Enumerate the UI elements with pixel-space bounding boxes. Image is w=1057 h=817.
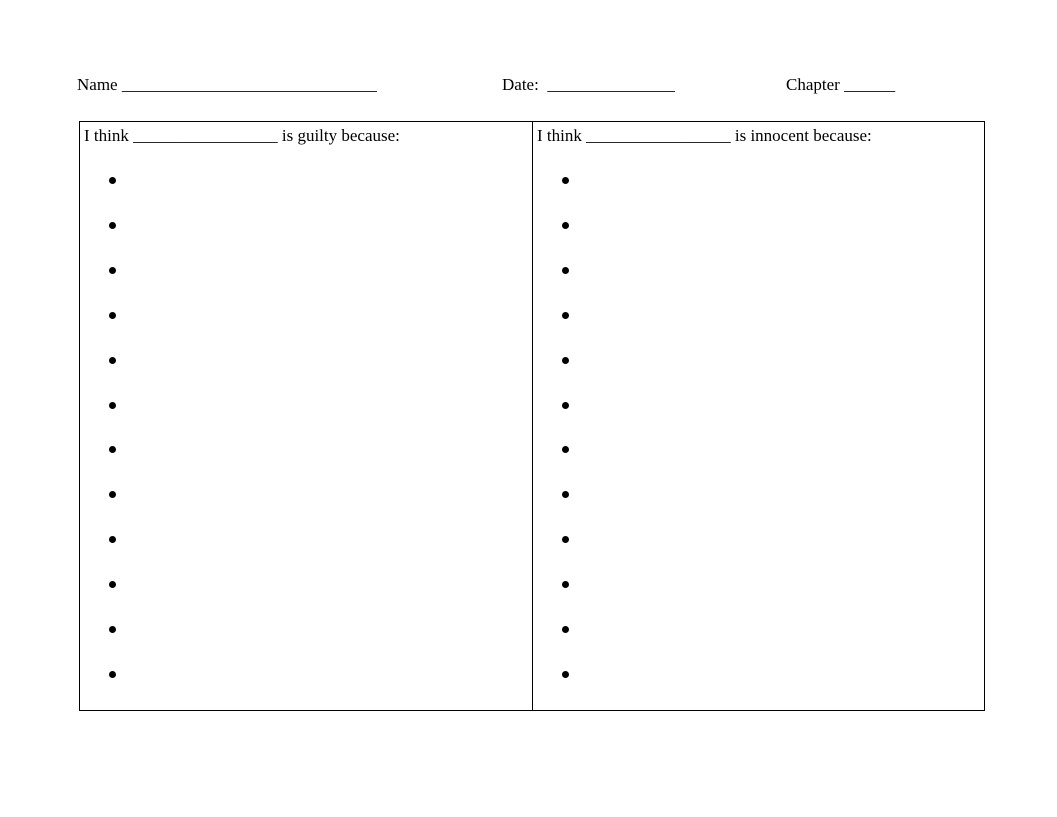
bullet-point <box>562 581 569 588</box>
guilty-innocent-table <box>79 121 985 711</box>
bullet-point <box>562 536 569 543</box>
bullet-point <box>562 312 569 319</box>
bullet-point <box>109 626 116 633</box>
bullet-point <box>562 222 569 229</box>
bullet-point <box>562 626 569 633</box>
bullet-point <box>109 491 116 498</box>
bullet-point <box>562 671 569 678</box>
bullet-point <box>562 357 569 364</box>
bullet-point <box>562 446 569 453</box>
bullet-point <box>109 581 116 588</box>
innocent-column <box>533 122 984 710</box>
bullet-point <box>109 536 116 543</box>
date-field-label: Date: _______________ <box>502 75 675 94</box>
bullet-point <box>109 267 116 274</box>
bullet-point <box>109 312 116 319</box>
bullet-point <box>562 267 569 274</box>
bullet-point <box>109 357 116 364</box>
chapter-field-label: Chapter ______ <box>786 75 896 94</box>
innocent-heading: I think _________________ is innocent because: <box>537 126 872 145</box>
bullet-point <box>109 222 116 229</box>
bullet-point <box>562 491 569 498</box>
guilty-column <box>80 122 533 710</box>
bullet-point <box>562 402 569 409</box>
guilty-heading: I think _________________ is guilty because: <box>84 126 400 145</box>
bullet-point <box>562 177 569 184</box>
bullet-point <box>109 446 116 453</box>
bullet-point <box>109 402 116 409</box>
name-field-label: Name ______________________________ <box>77 75 377 94</box>
bullet-point <box>109 177 116 184</box>
bullet-point <box>109 671 116 678</box>
